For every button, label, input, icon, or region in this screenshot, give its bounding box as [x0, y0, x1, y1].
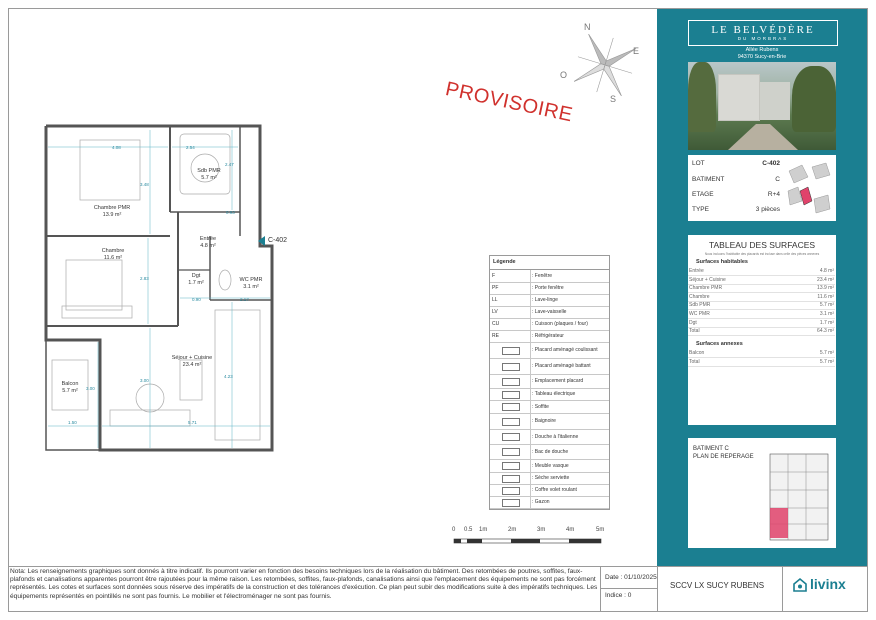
legend-row — [490, 400, 609, 414]
legend-label: : Porte fenêtre — [532, 285, 564, 291]
surface-row — [688, 327, 835, 336]
legend-code: F — [492, 273, 496, 279]
room-balcon — [52, 381, 88, 395]
legend-col-divider — [530, 282, 531, 294]
legend-label: : Fenêtre — [532, 273, 553, 279]
project-address — [688, 47, 836, 61]
legend-label: : Soffite — [532, 403, 549, 410]
surface-label: Sdb PMR — [689, 302, 711, 309]
legend-symbol — [502, 418, 520, 426]
legend-symbol — [502, 475, 520, 483]
lot-marker-arrow — [258, 236, 265, 246]
legend-symbol — [502, 378, 520, 386]
room-area: 4.8 m² — [200, 243, 216, 249]
room-chambre — [88, 248, 138, 262]
legend-col-divider — [530, 270, 531, 282]
reperage-plan — [766, 450, 832, 544]
lot-panel — [688, 155, 836, 221]
surface-label: WC PMR — [689, 311, 710, 317]
legend-code: LL — [492, 297, 498, 303]
legend — [489, 255, 610, 510]
legend-col-divider — [530, 496, 531, 508]
surface-value: 11.6 m² — [817, 293, 834, 300]
compass-rose — [560, 20, 650, 110]
livinx-logo-icon — [792, 577, 808, 593]
surface-value: 5.7 m² — [819, 302, 834, 309]
etage-value: R+4 — [767, 191, 780, 198]
footer-divider-v — [657, 566, 658, 612]
compass-s: S — [610, 94, 617, 104]
room-name: Sdb PMR — [197, 168, 221, 174]
legend-symbol — [502, 403, 520, 411]
legend-label: : Cuisson (plaques / four) — [532, 321, 588, 327]
room-entree — [188, 236, 228, 250]
legend-label: : Réfrigérateur — [532, 333, 564, 339]
room-name: Balcon — [61, 381, 79, 387]
legend-col-divider — [530, 330, 531, 342]
lot-label: LOT — [692, 160, 705, 167]
surface-label: Chambre — [689, 293, 710, 300]
surface-value: 23.4 m² — [817, 276, 834, 283]
dim-label: 5.71 — [188, 420, 197, 425]
brand-logo — [688, 20, 838, 46]
legend-row — [490, 358, 609, 375]
footer-divider-v — [600, 566, 601, 612]
legend-col-divider — [530, 374, 531, 388]
surfaces-title: TABLEAU DES SURFACES — [708, 240, 816, 250]
type-label: TYPE — [692, 206, 709, 213]
surface-value: 64.3 m² — [817, 328, 834, 335]
legend-title: Légende — [493, 259, 516, 265]
surface-label: Total — [689, 328, 700, 335]
footer-date: Date : 01/10/2025 — [605, 574, 657, 581]
room-name: Entrée — [199, 236, 217, 242]
legend-label: : Placard aménagé coulissant — [532, 347, 598, 353]
legend-label: : Tableau électrique — [532, 391, 576, 397]
footer-disclaimer: Nota: Les renseignements graphiques sont donnés à titre indicatif. Ils pourront varier en fonction des besoins techniques lors de la réalisation du bâtiment. Des retombées de poutres, soffites, faux-plafonds et canalisations apparentes pourront être rajoutées pour la même raison. Les retombées, soffites, faux-plafonds, canalisations ainsi que l'emplacement des équipements ne sont pas forcément représentés. Les cotes et surfaces sont données sous réserve des impératifs de la construction et des tolérances d'exécution. Ce plan peut subir des modifications suite à des impératifs techniques. Les équipements représentés en pointillés ne sont pas fournis. Le mobilier et l'électroménager ne sont pas fournis. — [10, 568, 598, 600]
legend-col-divider — [530, 472, 531, 484]
legend-code: PF — [492, 285, 499, 291]
batiment-label: BATIMENT — [692, 176, 725, 183]
surfaces-panel — [688, 235, 836, 425]
footer-divider-v — [782, 566, 783, 612]
legend-label: : Meuble vasque — [532, 462, 569, 469]
legend-label: : Gazon — [532, 499, 550, 505]
footer-company: SCCV LX SUCY RUBENS — [670, 581, 765, 590]
legend-symbol — [502, 391, 520, 399]
legend-label: : Baignoire — [532, 418, 556, 424]
legend-symbol — [502, 462, 520, 470]
legend-symbol — [502, 487, 520, 495]
legend-symbol — [502, 433, 520, 441]
room-sdb-pmr — [184, 168, 234, 182]
legend-col-divider — [530, 429, 531, 444]
surface-label: Total — [689, 358, 700, 365]
legend-col-divider — [530, 484, 531, 496]
project-photo — [688, 62, 836, 150]
legend-col-divider — [530, 459, 531, 472]
legend-code: RE — [492, 333, 499, 339]
dim-label: 3.48 — [140, 182, 149, 187]
legend-label: : Coffre volet roulant — [532, 487, 577, 493]
legend-label: : Lave-linge — [532, 297, 558, 303]
surface-value: 5.7 m² — [819, 358, 834, 365]
legend-row — [490, 459, 609, 473]
scale-tick: 2m — [508, 527, 517, 533]
legend-row — [490, 413, 609, 430]
dim-label: 0.93 — [226, 210, 235, 215]
footer-index: Indice : 0 — [605, 592, 632, 599]
surfaces-note: Nous incluons l'habitable des placards est incluse dans celle des pièces annexes — [704, 252, 820, 256]
legend-label: : Placard aménagé battant — [532, 363, 591, 369]
legend-label: : Emplacement placard — [532, 378, 584, 384]
legend-col-divider — [530, 388, 531, 400]
legend-col-divider — [530, 358, 531, 374]
surface-label: Séjour + Cuisine — [689, 276, 726, 283]
room-wc-pmr — [234, 277, 268, 291]
legend-code: CU — [492, 321, 500, 327]
dim-label: 2.54 — [186, 145, 195, 150]
address-line1: Allée Rubens — [745, 47, 779, 53]
photo-tree — [688, 62, 716, 132]
lot-marker-label: C-402 — [268, 237, 288, 244]
location-mini-map — [784, 161, 834, 217]
scale-tick: 4m — [566, 527, 575, 533]
etage-label: ETAGE — [692, 191, 714, 198]
surface-value: 13.9 m² — [817, 285, 834, 292]
surface-label: Chambre PMR — [689, 285, 723, 292]
surface-label: Balcon — [689, 350, 705, 356]
dim-label: 2.17 — [240, 297, 249, 302]
dim-label: 4.23 — [224, 374, 233, 379]
room-sejour-cuisine — [160, 355, 224, 369]
compass-o: O — [560, 70, 568, 80]
legend-col-divider — [530, 306, 531, 318]
legend-col-divider — [530, 400, 531, 413]
room-area: 23.4 m² — [182, 362, 202, 368]
legend-symbol — [502, 448, 520, 456]
legend-row — [490, 444, 609, 460]
room-name: Séjour + Cuisine — [171, 355, 213, 361]
legend-label: : Lave-vaisselle — [532, 309, 567, 315]
legend-label: : Bac de douche — [532, 448, 569, 455]
surface-value: 3.1 m² — [819, 311, 834, 317]
room-area: 13.9 m² — [102, 212, 122, 218]
dim-label: 2.83 — [140, 276, 149, 281]
compass-e: E — [633, 46, 640, 56]
legend-col-divider — [530, 318, 531, 330]
legend-col-divider — [530, 413, 531, 429]
room-area: 5.7 m² — [201, 175, 217, 181]
room-chambre-pmr — [82, 205, 142, 219]
legend-symbol — [502, 347, 520, 355]
brand-name: LE BELVÉDÈRE — [711, 24, 815, 36]
room-area: 5.7 m² — [62, 388, 78, 394]
scale-bar — [450, 535, 610, 547]
surface-value: 1.7 m² — [819, 319, 834, 326]
room-area: 1.7 m² — [188, 280, 204, 286]
legend-code: LV — [492, 309, 498, 315]
legend-col-divider — [530, 294, 531, 306]
dim-label: 3.00 — [140, 378, 149, 383]
type-value: 3 pièces — [755, 206, 780, 213]
surface-row — [688, 358, 835, 367]
room-area: 11.6 m² — [103, 255, 123, 261]
livinx-logo-text: livinx — [810, 576, 846, 592]
photo-tree — [792, 66, 836, 132]
surface-label: Entrée — [689, 268, 704, 274]
legend-label: : Douche à l'italienne — [532, 433, 579, 440]
room-name: Dgt — [191, 273, 201, 279]
legend-label: : Sèche serviette — [532, 475, 570, 481]
scale-tick: 1m — [479, 527, 488, 533]
room-dgt — [180, 273, 212, 287]
dim-label: 3.00 — [86, 386, 95, 391]
scale-tick: 0.5 — [464, 527, 473, 533]
scale-tick: 3m — [537, 527, 546, 533]
photo-building — [718, 74, 760, 121]
dim-label: 4.08 — [112, 145, 121, 150]
legend-col-divider — [530, 342, 531, 358]
dim-label: 1.50 — [68, 420, 77, 425]
legend-symbol — [502, 363, 520, 371]
room-area: 3.1 m² — [243, 284, 259, 290]
lot-value: C-402 — [762, 160, 780, 167]
footer-divider-h — [600, 588, 657, 589]
compass-n: N — [584, 22, 591, 32]
address-line2: 94370 Sucy-en-Brie — [737, 54, 787, 60]
brand-sub: DU MORBRAS — [737, 36, 789, 41]
legend-row — [490, 496, 609, 509]
photo-path — [728, 124, 798, 150]
scale-tick: 0 — [452, 527, 456, 533]
photo-building — [760, 82, 790, 120]
legend-row — [490, 374, 609, 389]
reperage-line1: BATIMENT C — [693, 446, 729, 452]
legend-col-divider — [530, 444, 531, 459]
room-name: Chambre PMR — [93, 205, 131, 211]
surface-label: Dgt — [689, 319, 697, 326]
footer-divider — [8, 566, 868, 567]
legend-row — [490, 429, 609, 445]
scale-tick: 5m — [596, 527, 605, 533]
reperage-line2: PLAN DE REPERAGE — [693, 454, 754, 460]
room-name: WC PMR — [239, 277, 263, 283]
annexes-title: Surfaces annexes — [696, 341, 743, 347]
dim-label: 2.47 — [225, 162, 234, 167]
room-name: Chambre — [101, 248, 125, 254]
legend-symbol — [502, 499, 520, 507]
reperage-panel — [688, 438, 836, 548]
legend-row — [490, 342, 609, 359]
surface-value: 5.7 m² — [819, 350, 834, 356]
dim-label: 0.90 — [192, 297, 201, 302]
batiment-value: C — [775, 176, 780, 183]
provisional-stamp: PROVISOIRE — [443, 78, 575, 127]
surface-value: 4.8 m² — [819, 268, 834, 274]
habitables-title: Surfaces habitables — [696, 259, 748, 265]
